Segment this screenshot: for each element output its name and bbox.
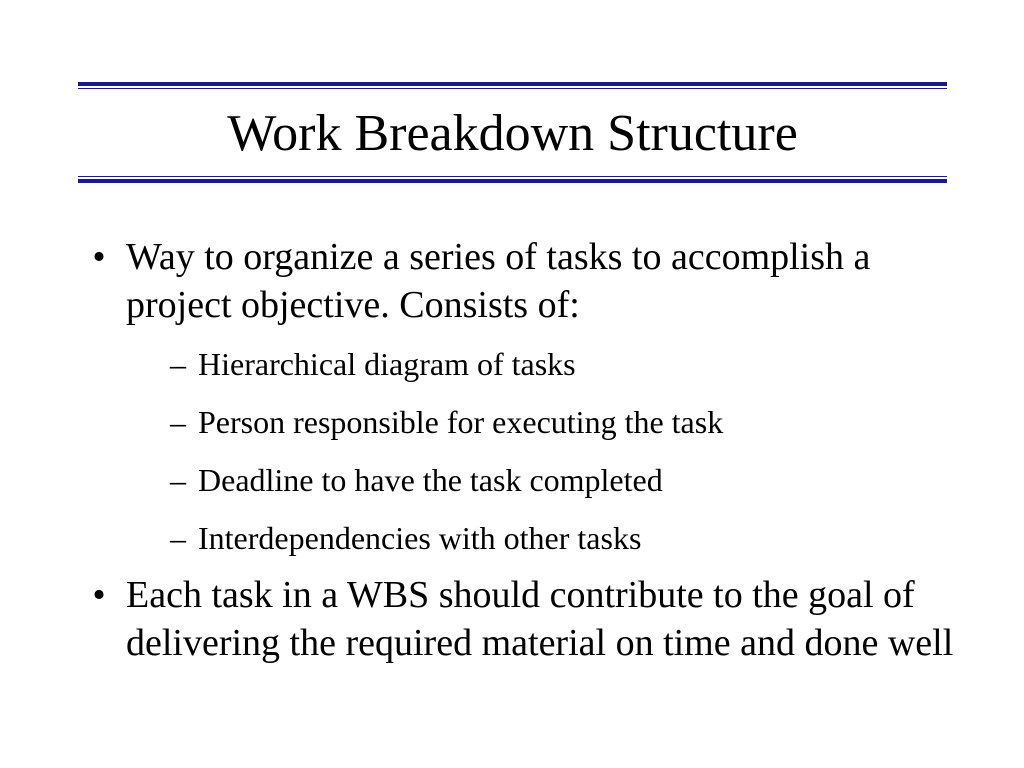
sub-item-text: Person responsible for executing the task [198, 404, 724, 440]
sub-item [170, 343, 954, 385]
rule-thick-line [78, 82, 947, 86]
rule-thick-line [78, 179, 947, 183]
bullet-item [84, 233, 954, 559]
sub-list [126, 343, 954, 559]
sub-item-text: Interdependencies with other tasks [198, 520, 642, 556]
sub-item [170, 401, 954, 443]
sub-item-text: Deadline to have the task completed [198, 462, 663, 498]
bullet-item [84, 571, 954, 667]
slide-body [84, 233, 954, 667]
slide-title: Work Breakdown Structure [227, 105, 798, 162]
bullet-icon: • [92, 236, 106, 278]
bullet-icon: • [92, 574, 106, 616]
dash-icon: – [170, 520, 186, 556]
rule-thin-line [78, 176, 947, 177]
sub-item-text: Hierarchical diagram of tasks [198, 346, 576, 382]
title-rule-top [78, 82, 947, 89]
sub-item [170, 459, 954, 501]
title-rule-bottom [78, 176, 947, 183]
dash-icon: – [170, 404, 186, 440]
rule-thin-line [78, 88, 947, 89]
dash-icon: – [170, 346, 186, 382]
bullet-text: Way to organize a series of tasks to accomplish a project objective. Consists of: [126, 236, 871, 326]
sub-item [170, 517, 954, 559]
dash-icon: – [170, 462, 186, 498]
bullet-text: Each task in a WBS should contribute to the goal of delivering the required material on time and done well [126, 574, 954, 664]
